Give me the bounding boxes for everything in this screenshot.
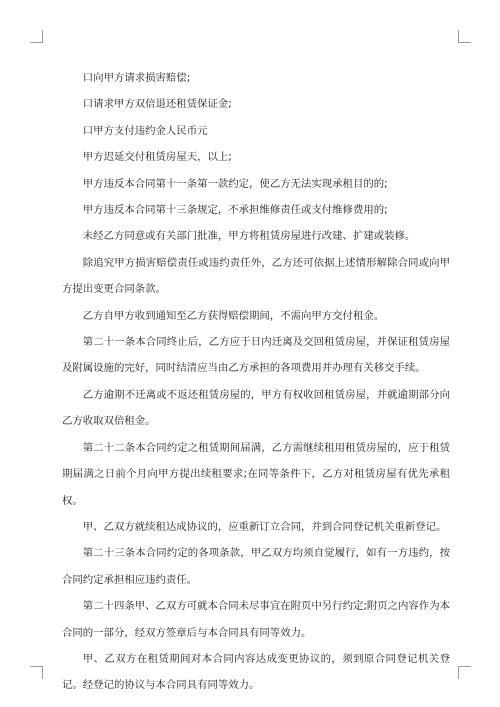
crop-mark-top-right xyxy=(458,30,471,43)
clause-unauthorized-renovation: 未经乙方同意或有关部门批准，甲方将租赁房屋进行改建、扩建或装修。 xyxy=(82,230,416,243)
crop-mark-bottom-right xyxy=(458,666,471,679)
clause-penalty-option: 口甲方支付违约金人民币元 xyxy=(82,124,208,137)
article-22: 第二十二条本合同约定之租赁期间届满，乙方需继续租用租赁房屋的，应于租赁期届满之日前个月向甲方提出续租要求;在同等条件下，乙方对租赁房屋有优先承租权。 xyxy=(62,441,450,507)
article-24: 第二十四条甲、乙双方可就本合同未尽事宜在附页中另行约定;附页之内容作为本合同的一部分，经双方签章后与本合同具有同等效力。 xyxy=(62,600,450,639)
clause-renewal-registration: 甲、乙双方就续租达成协议的，应重新订立合同，并到合同登记机关重新登记。 xyxy=(82,520,447,533)
clause-deposit-option: 口请求甲方双倍退还租赁保证金; xyxy=(82,98,232,111)
clause-compensation-option: 口向甲方请求损害赔偿; xyxy=(82,72,191,84)
clause-termination-rights: 除追究甲方损害赔偿责任或违约责任外，乙方还可依据上述情形解除合同或向甲方提出变更合同条款。 xyxy=(62,256,450,296)
clause-overdue-vacate: 乙方逾期不迁离或不返还租赁房屋的，甲方有权收回租赁房屋，并就逾期部分向乙方收取双倍租金。 xyxy=(62,388,450,428)
clause-rent-exemption: 乙方自甲方收到通知至乙方获得赔偿期间，不需向甲方交付租金。 xyxy=(82,309,385,322)
crop-mark-top-left xyxy=(30,30,43,43)
clause-amendment-registration: 甲、乙双方在租赁期间对本合同内容达成变更协议的，须到原合同登记机关登记。经登记的协议与本合同具有同等效力。 xyxy=(62,652,450,692)
clause-breach-article-13: 甲方违反本合同第十三条规定，不承担维修责任或支付维修费用的; xyxy=(82,204,388,217)
article-21: 第二十一条本合同终止后，乙方应于日内迁离及交回租赁房屋，并保证租赁房屋及附属设施的完好，同时结清应当由乙方承担的各项费用并办理有关移交手续。 xyxy=(62,336,450,375)
clause-breach-article-11: 甲方违反本合同第十一条第一款约定，使乙方无法实现承租目的的; xyxy=(82,177,388,190)
crop-mark-bottom-left xyxy=(30,666,43,679)
document-body xyxy=(62,65,450,699)
clause-delay-delivery: 甲方迟延交付租赁房屋天，以上; xyxy=(82,151,232,164)
article-23: 第二十三条本合同约定的各项条款，甲乙双方均须自觉履行，如有一方违约，按合同约定承担相应违约责任。 xyxy=(62,547,450,586)
